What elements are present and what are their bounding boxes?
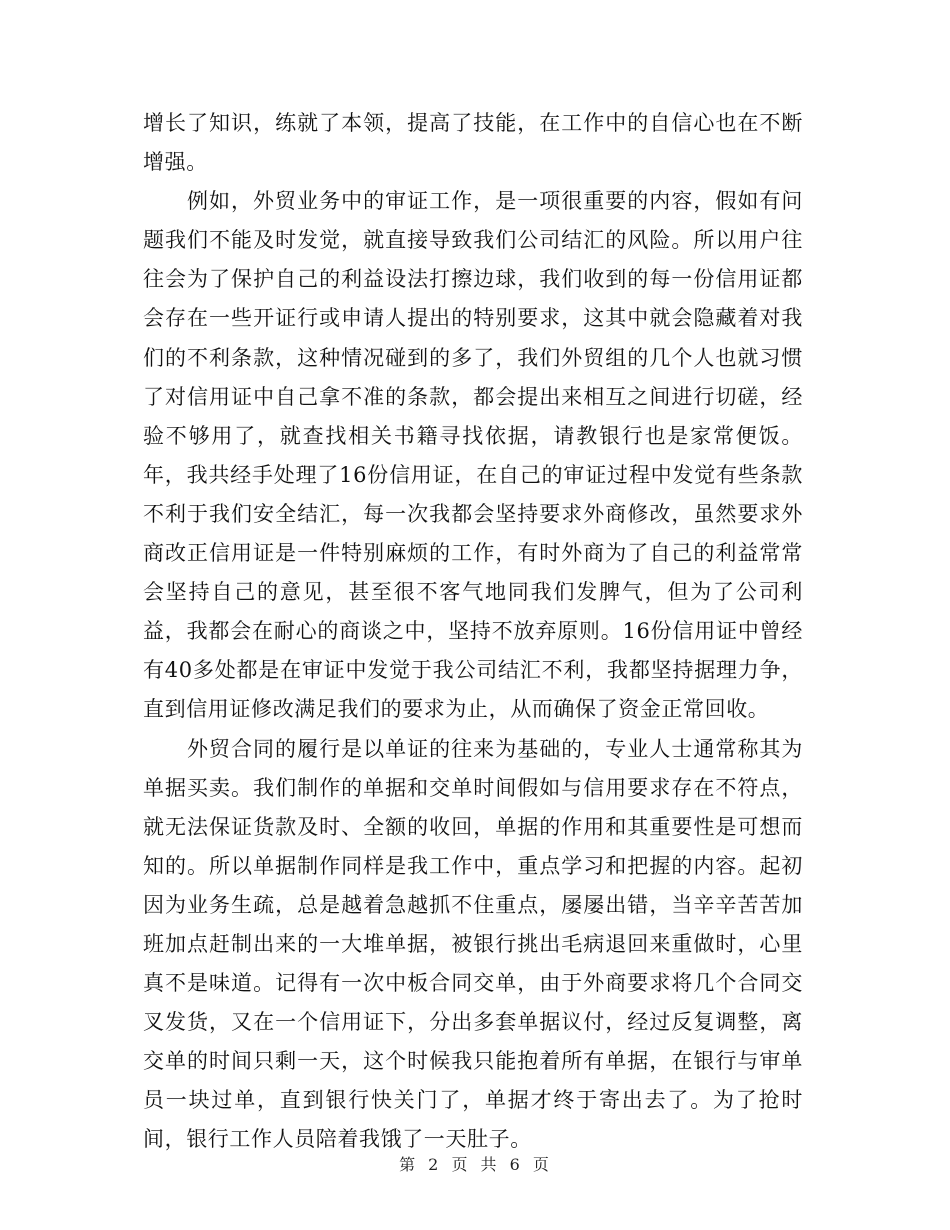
page-footer: 第 2 页 共 6 页	[399, 1155, 551, 1174]
paragraph-1: 增长了知识，练就了本领，提高了技能，在工作中的自信心也在不断增强。	[143, 111, 803, 175]
document-body	[143, 104, 803, 1160]
paragraph-3: 外贸合同的履行是以单证的往来为基础的，专业人士通常称其为单据买卖。我们制作的单据和交单时间假如与信用要求存在不符点，就无法保证货款及时、全额的收回，单据的作用和其重要性是可想而知的。所以单据制作同样是我工作中，重点学习和把握的内容。起初因为业务生疏，总是越着急越抓不住重点，屡屡出错，当辛辛苦苦加班加点赶制出来的一大堆单据，被银行挑出毛病退回来重做时，心里真不是味道。记得有一次中板合同交单，由于外商要求将几个合同交叉发货，又在一个信用证下，分出多套单据议付，经过反复调整，离交单的时间只剩一天，这个时候我只能抱着所有单据，在银行与审单员一块过单，直到银行快关门了，单据才终于寄出去了。为了抢时间，银行工作人员陪着我饿了一天肚子。	[143, 736, 803, 1152]
paragraph-2: 例如，外贸业务中的审证工作，是一项很重要的内容，假如有问题我们不能及时发觉，就直接导致我们公司结汇的风险。所以用户往往会为了保护自己的利益设法打擦边球，我们收到的每一份信用证都会存在一些开证行或申请人提出的特别要求，这其中就会隐藏着对我们的不利条款，这种情况碰到的多了，我们外贸组的几个人也就习惯了对信用证中自己拿不准的条款，都会提出来相互之间进行切磋，经验不够用了，就查找相关书籍寻找依据，请教银行也是家常便饭。年，我共经手处理了16份信用证，在自己的审证过程中发觉有些条款不利于我们安全结汇，每一次我都会坚持要求外商修改，虽然要求外商改正信用证是一件特别麻烦的工作，有时外商为了自己的利益常常会坚持自己的意见，甚至很不客气地同我们发脾气，但为了公司利益，我都会在耐心的商谈之中，坚持不放弃原则。16份信用证中曾经有40多处都是在审证中发觉于我公司结汇不利，我都坚持据理力争，直到信用证修改满足我们的要求为止，从而确保了资金正常回收。	[143, 189, 803, 722]
